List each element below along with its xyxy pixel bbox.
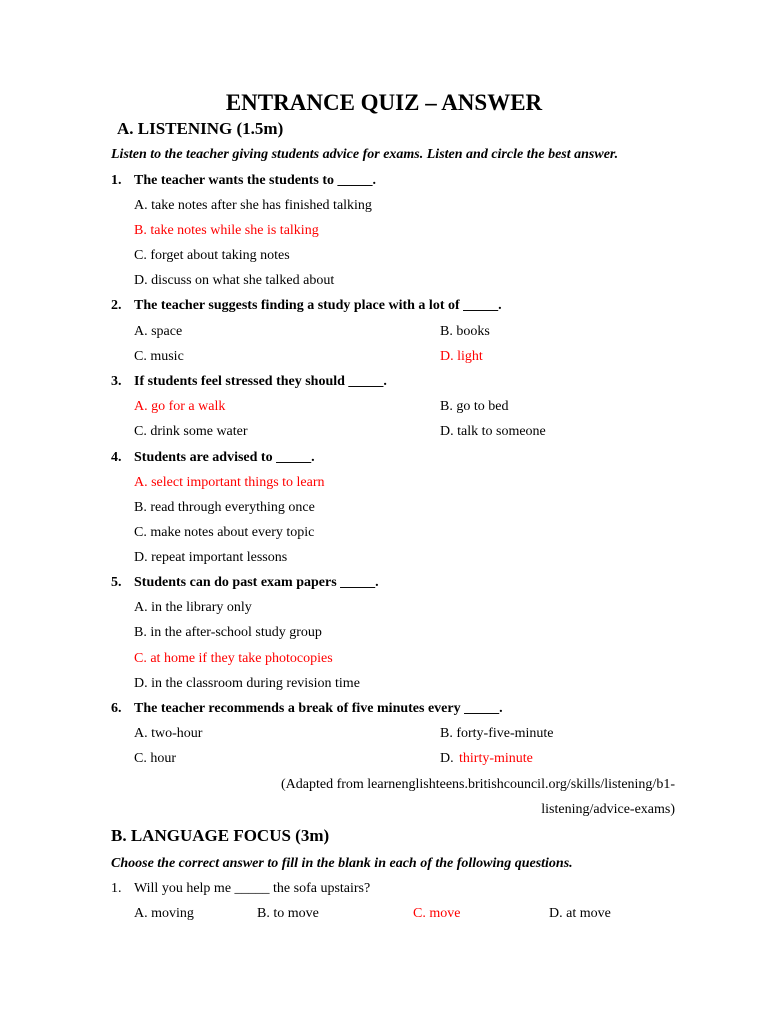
answer-option-correct: D. light bbox=[440, 349, 483, 364]
answer-option: C. forget about taking notes bbox=[134, 248, 290, 263]
question-number: 1. bbox=[111, 173, 122, 188]
answer-option: A. space bbox=[134, 324, 183, 339]
question-number: 2. bbox=[111, 298, 122, 313]
source-citation-line1: (Adapted from learnenglishteens.britishcouncil.org/skills/listening/b1- bbox=[280, 777, 675, 792]
answer-option: C. music bbox=[134, 349, 184, 364]
question-text: If students feel stressed they should _____. bbox=[134, 374, 387, 389]
section-b-heading: B. LANGUAGE FOCUS (3m) bbox=[111, 826, 330, 845]
section-a-heading: A. LISTENING (1.5m) bbox=[117, 119, 284, 138]
question-number: 5. bbox=[111, 575, 122, 590]
question-number: 1. bbox=[111, 881, 122, 896]
page-title: ENTRANCE QUIZ – ANSWER bbox=[225, 90, 543, 115]
answer-option-letter: D. bbox=[440, 751, 454, 766]
question-text: Students can do past exam papers _____. bbox=[134, 575, 379, 590]
answer-option: C. make notes about every topic bbox=[134, 525, 315, 540]
question-text: The teacher wants the students to _____. bbox=[134, 173, 377, 188]
answer-option: B. in the after-school study group bbox=[134, 625, 322, 640]
source-citation-line2: listening/advice-exams) bbox=[541, 802, 675, 817]
answer-option: D. at move bbox=[549, 906, 611, 921]
answer-option: C. drink some water bbox=[134, 424, 248, 439]
answer-option: B. books bbox=[440, 324, 490, 339]
answer-option-correct: A. select important things to learn bbox=[134, 475, 325, 490]
answer-option-correct: A. go for a walk bbox=[134, 399, 226, 414]
section-b-instruction: Choose the correct answer to fill in the blank in each of the following questions. bbox=[111, 856, 573, 871]
question-number: 3. bbox=[111, 374, 122, 389]
answer-option: D. in the classroom during revision time bbox=[134, 676, 360, 691]
answer-option: B. go to bed bbox=[440, 399, 509, 414]
answer-option-correct: thirty-minute bbox=[459, 751, 533, 766]
answer-option: A. in the library only bbox=[134, 600, 252, 615]
answer-option: A. moving bbox=[134, 906, 194, 921]
question-number: 4. bbox=[111, 450, 122, 465]
answer-option: B. read through everything once bbox=[134, 500, 315, 515]
answer-option-correct: C. move bbox=[413, 906, 461, 921]
answer-option-correct: B. take notes while she is talking bbox=[134, 223, 319, 238]
answer-option: D. repeat important lessons bbox=[134, 550, 288, 565]
answer-option: B. forty-five-minute bbox=[440, 726, 554, 741]
question-text: Will you help me _____ the sofa upstairs? bbox=[134, 881, 371, 896]
answer-option: A. take notes after she has finished talking bbox=[134, 198, 372, 213]
question-text: The teacher recommends a break of five minutes every _____. bbox=[134, 701, 503, 716]
answer-option: D. discuss on what she talked about bbox=[134, 273, 335, 288]
question-number: 6. bbox=[111, 701, 122, 716]
answer-option: B. to move bbox=[257, 906, 319, 921]
answer-option: C. hour bbox=[134, 751, 176, 766]
question-text: Students are advised to _____. bbox=[134, 450, 315, 465]
answer-option: D. talk to someone bbox=[440, 424, 546, 439]
question-text: The teacher suggests finding a study place with a lot of _____. bbox=[134, 298, 502, 313]
answer-option: A. two-hour bbox=[134, 726, 203, 741]
section-a-instruction: Listen to the teacher giving students advice for exams. Listen and circle the best answer. bbox=[111, 147, 619, 162]
answer-option-correct: C. at home if they take photocopies bbox=[134, 651, 333, 666]
